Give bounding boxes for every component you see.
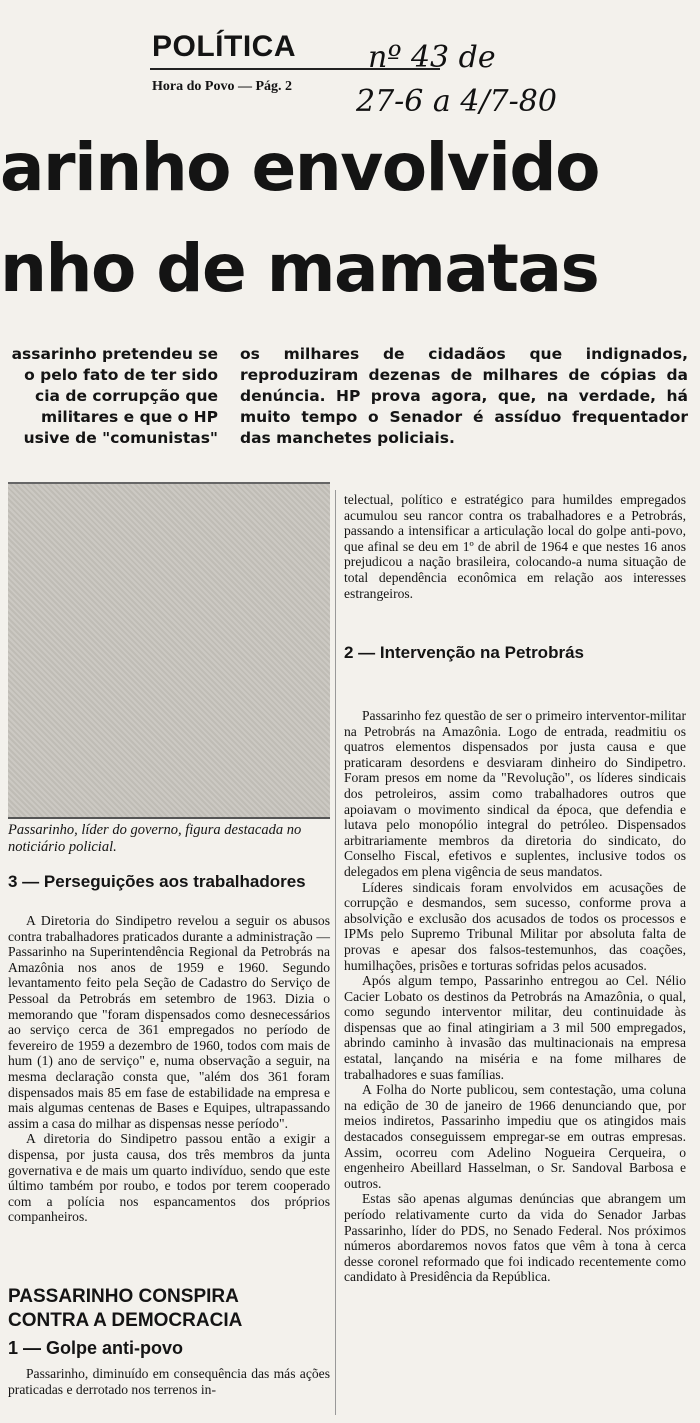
paragraph: Passarinho, diminuído em consequência das más ações praticadas e derrotado nos terrenos in- xyxy=(8,1366,330,1397)
paragraph: A Folha do Norte publicou, sem contestação, uma coluna na edição de 30 de janeiro de 1966 denunciando que, por meios indiretos, Passarinho impediu que os atingidos mais destacados conseguissem empregar-se em outras empresas. Assim, ocorreu com Adelino Nogueira Cerqueira, o engenheiro Abeillard Hasselman, o Sr. Sandoval Barbosa e outros. xyxy=(344,1082,686,1191)
photo-caption: Passarinho, líder do governo, figura destacada no noticiário policial. xyxy=(8,822,302,855)
section3-title: 3 — Perseguições aos trabalhadores xyxy=(8,872,306,891)
paragraph: Líderes sindicais foram envolvidos em acusações de corrupção e desmandos, sem sucesso, conforme prova a absolvição e exclusão dos acusados de todos os processos e IPMs pelo Supremo Tribunal Militar por absoluta falta de provas e apesar dos falsos-testemunhos, das coações, humilhações, prisões e torturas sofridas pelos acusados. xyxy=(344,879,686,973)
lead-right: os milhares de cidadãos que indignados, reproduziram dezenas de milhares de cópias da denúncia. HP prova agora, que, na verdade, há muito tempo o Senador é assíduo frequentador das manchetes policiais. xyxy=(240,345,688,447)
paragraph: A diretoria do Sindipetro passou então a exigir a dispensa, por justa causa, dos três membros da junta governativa e de mais um quarto indivíduo, sendo que este último também por roubo, e todos por terem cooperado com a polícia nos espancamentos dos próprios companheiros. xyxy=(8,1131,330,1225)
paragraph: A Diretoria do Sindipetro revelou a seguir os abusos contra trabalhadores praticados durante a administração — Passarinho na Superintendência Regional da Petrobrás na Amazônia nos anos de 1959 e 1960. Segundo levantamento feito pela Seção de Cadastro do Serviço de Pessoal da Petrobrás em setembro de 1963. Dizia o memorando que "foram dispensados como desnecessários ao serviço cerca de 361 empregados no período de fevereiro de 1959 a dezembro de 1960, todos com mais de hum (1) ano de serviço" e, numa observação a seguir, na mesma declaração consta que, "além dos 361 foram dispensados mais 85 em fase de estabilidade na empresa e mais algumas centenas de Bases e Equipes, ultrapassando assim a casa do milhar as dispensas nesse período". xyxy=(8,913,330,1131)
headline-line2: nho de mamatas xyxy=(0,230,599,307)
section2-title: 2 — Intervenção na Petrobrás xyxy=(344,643,584,662)
section3-body xyxy=(8,913,330,1225)
subhead xyxy=(8,1285,330,1333)
section1-body xyxy=(8,1366,330,1397)
photo xyxy=(8,482,330,819)
intro-body xyxy=(344,492,686,601)
headline-line1: arinho envolvido xyxy=(0,129,599,206)
section1-title: 1 — Golpe anti-povo xyxy=(8,1338,184,1358)
handwritten-note-line2: 27-6 a 4/7-80 xyxy=(356,84,557,119)
paragraph: Após algum tempo, Passarinho entregou ao Cel. Nélio Cacier Lobato os destinos da Petrobrás na Amazônia, o qual, como segundo interventor militar, deu continuidade às dispensas que ao final atingiriam a 3 mil 500 empregados, abrindo caminho à invasão das multinacionais na empresa estatal, lançando na miséria e na fome milhares de trabalhadores e suas famílias. xyxy=(344,973,686,1082)
paragraph: Passarinho fez questão de ser o primeiro interventor-militar na Petrobrás na Amazônia. Logo de entrada, readmitiu os quatros elementos dispensados por justa causa e que praticaram desordens e desviaram dinheiro do Sindipetro. Foram presos em nome da "Revolução", os líderes sindicais dos petroleiros, assim como trabalhadores outros que apoiavam o movimento sindical da época, que defendia e lutava pelo monopólio integral do petróleo. Dispensados arbitrariamente membros da diretoria do sindicato, do Conselho Fiscal, efetivos e suplentes, inclusive todos os delegados em plena vigência de seus mandatos. xyxy=(344,708,686,879)
paragraph: telectual, político e estratégico para humildes empregados acumulou seu rancor contra os trabalhadores e a Petrobrás, passando a intensificar a articulação local do golpe anti-povo, que afinal se deu em 1º de abril de 1964 e que nestes 16 anos prejudicou a nação brasileira, colocando-a numa situação de total dependência econômica em relação aos interesses estrangeiros. xyxy=(344,492,686,601)
lead-left: assarinho pretendeu se o pelo fato de ter sido cia de corrupção que militares e que o HP usive de "comunistas" xyxy=(11,345,218,447)
subhead-line2: CONTRA A DEMOCRACIA xyxy=(8,1310,243,1331)
column-rule xyxy=(335,490,336,1415)
section2-body xyxy=(344,708,686,1285)
section-label: POLÍTICA xyxy=(152,30,296,63)
subhead-line1: PASSARINHO CONSPIRA xyxy=(8,1286,239,1307)
page-label: Hora do Povo — Pág. 2 xyxy=(152,79,292,94)
paragraph: Estas são apenas algumas denúncias que abrangem um período relativamente curto da vida do Senador Jarbas Passarinho, líder do PDS, no Senado Federal. Nos próximos números abordaremos novos fatos que vêm à tona à cerca desse coronel reformado que foi indicado recentemente como candidato à Presidência da República. xyxy=(344,1191,686,1285)
handwritten-note-line1: nº 43 de xyxy=(368,40,496,75)
